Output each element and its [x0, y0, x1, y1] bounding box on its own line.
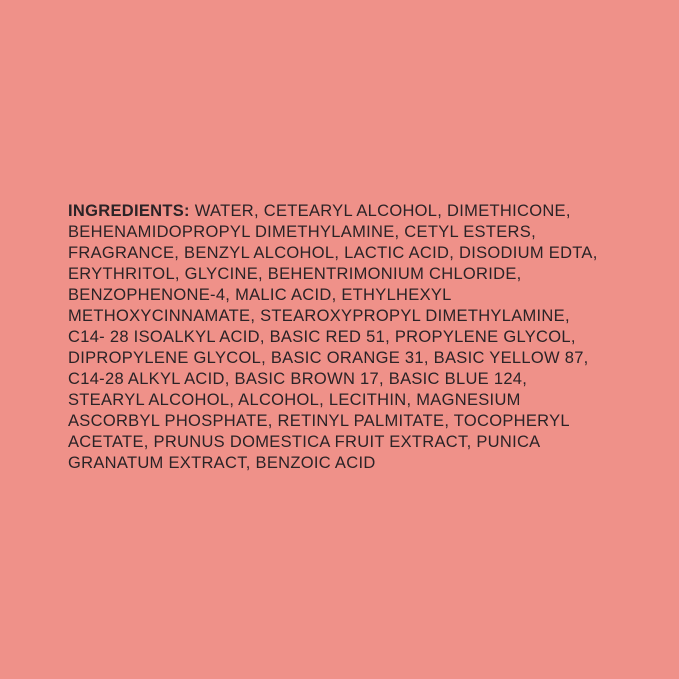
ingredients-line: GRANATUM EXTRACT, BENZOIC ACID	[68, 454, 376, 472]
ingredients-line: FRAGRANCE, BENZYL ALCOHOL, LACTIC ACID, DISODIUM EDTA,	[68, 244, 598, 262]
ingredients-line: C14-28 ALKYL ACID, BASIC BROWN 17, BASIC BLUE 124,	[68, 370, 528, 388]
ingredients-line: DIPROPYLENE GLYCOL, BASIC ORANGE 31, BASIC YELLOW 87,	[68, 349, 589, 367]
ingredients-line	[68, 201, 628, 222]
ingredients-line: C14- 28 ISOALKYL ACID, BASIC RED 51, PROPYLENE GLYCOL,	[68, 328, 576, 346]
ingredients-line: STEARYL ALCOHOL, ALCOHOL, LECITHIN, MAGNESIUM	[68, 391, 521, 409]
ingredients-line: BEHENAMIDOPROPYL DIMETHYLAMINE, CETYL ESTERS,	[68, 223, 536, 241]
ingredients-line: ERYTHRITOL, GLYCINE, BEHENTRIMONIUM CHLORIDE,	[68, 265, 522, 283]
ingredients-line: METHOXYCINNAMATE, STEAROXYPROPYL DIMETHYLAMINE,	[68, 307, 570, 325]
ingredients-label	[68, 201, 628, 474]
ingredients-line: BENZOPHENONE-4, MALIC ACID, ETHYLHEXYL	[68, 286, 452, 304]
ingredients-heading: INGREDIENTS:	[68, 202, 190, 220]
ingredients-line: ASCORBYL PHOSPHATE, RETINYL PALMITATE, TOCOPHERYL	[68, 412, 570, 430]
ingredients-line: ACETATE, PRUNUS DOMESTICA FRUIT EXTRACT, PUNICA	[68, 433, 541, 451]
ingredients-line-text: WATER, CETEARYL ALCOHOL, DIMETHICONE,	[189, 202, 571, 220]
